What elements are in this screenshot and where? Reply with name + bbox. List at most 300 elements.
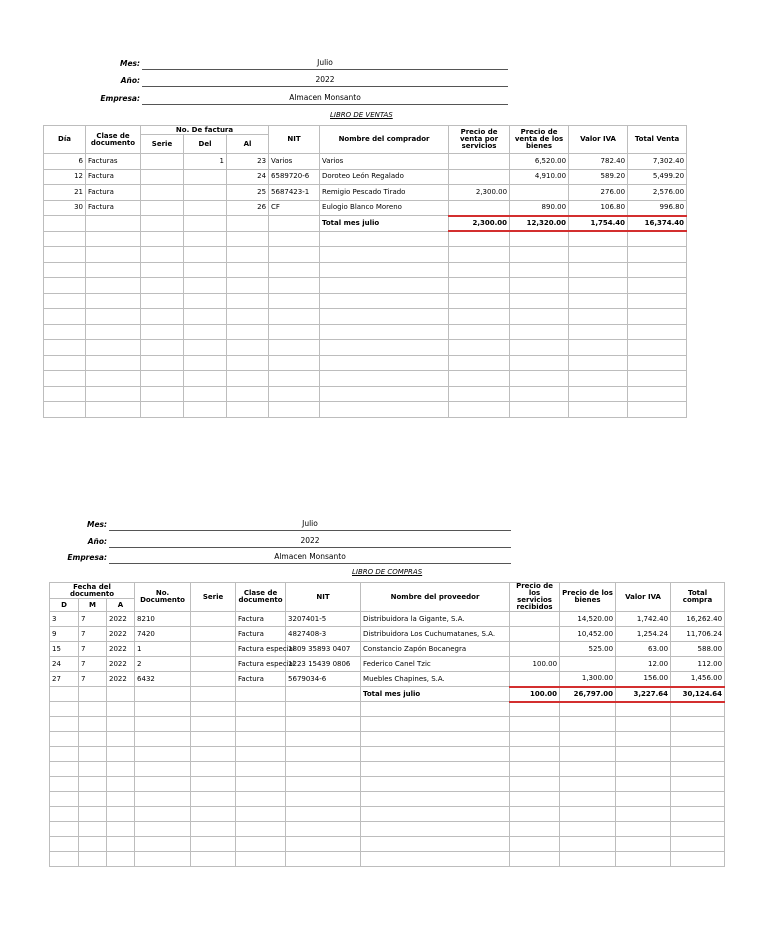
table-cell <box>191 777 236 792</box>
table-cell <box>269 216 320 232</box>
table-cell <box>135 717 191 732</box>
table-cell: 112.00 <box>671 657 725 672</box>
table-cell: 30,124.64 <box>671 687 725 702</box>
table-cell <box>269 293 320 309</box>
table-cell <box>510 386 569 402</box>
table-cell: Factura <box>86 200 141 216</box>
compras-title: LIBRO DE COMPRAS <box>352 568 423 576</box>
table-cell <box>236 837 286 852</box>
table-cell: 3207401-5 <box>286 612 361 627</box>
table-cell <box>86 293 141 309</box>
col-dia: Día <box>44 126 86 154</box>
table-cell: 276.00 <box>569 185 628 201</box>
table-cell <box>286 777 361 792</box>
table-cell <box>135 852 191 867</box>
table-cell <box>560 732 616 747</box>
table-cell <box>184 200 227 216</box>
table-cell <box>44 371 86 387</box>
table-cell <box>135 792 191 807</box>
table-cell <box>86 355 141 371</box>
table-cell <box>107 687 135 702</box>
table-cell <box>616 747 671 762</box>
table-cell: 3 <box>50 612 79 627</box>
table-cell <box>320 355 449 371</box>
table-cell <box>86 278 141 294</box>
table-cell <box>86 340 141 356</box>
table-cell <box>286 822 361 837</box>
table-cell <box>44 231 86 247</box>
table-cell <box>510 355 569 371</box>
col-serie: Serie <box>141 135 184 154</box>
table-cell <box>135 822 191 837</box>
empty-row <box>50 717 725 732</box>
table-cell <box>616 792 671 807</box>
table-cell: Facturas <box>86 154 141 170</box>
table-cell <box>569 355 628 371</box>
table-cell <box>628 340 687 356</box>
table-cell <box>191 822 236 837</box>
table-cell: 1 <box>184 154 227 170</box>
table-cell: 2 <box>135 657 191 672</box>
table-cell <box>50 822 79 837</box>
table-cell <box>286 732 361 747</box>
table-cell <box>510 732 560 747</box>
table-cell <box>107 822 135 837</box>
table-cell <box>184 324 227 340</box>
table-cell <box>510 642 560 657</box>
table-cell: Total mes julio <box>320 216 449 232</box>
table-cell <box>320 402 449 418</box>
table-cell: 7 <box>79 612 107 627</box>
table-cell <box>510 747 560 762</box>
col-clase: Clase de documento <box>86 126 141 154</box>
table-cell <box>510 627 560 642</box>
ventas-mes-label: Mes: <box>119 59 140 68</box>
table-cell <box>227 293 269 309</box>
table-cell: 10,452.00 <box>560 627 616 642</box>
table-cell: 1,742.40 <box>616 612 671 627</box>
table-cell <box>184 402 227 418</box>
table-cell <box>141 355 184 371</box>
table-cell <box>107 717 135 732</box>
table-cell: 25 <box>227 185 269 201</box>
col-bienes: Precio de venta de los bienes <box>510 126 569 154</box>
table-cell <box>616 762 671 777</box>
table-cell <box>569 386 628 402</box>
table-cell <box>449 200 510 216</box>
empty-row <box>50 822 725 837</box>
table-cell <box>227 231 269 247</box>
ventas-empresa-label: Empresa: <box>100 94 140 103</box>
table-cell <box>50 852 79 867</box>
table-cell <box>191 852 236 867</box>
table-cell <box>286 852 361 867</box>
col-total: Total compra <box>671 583 725 612</box>
table-row <box>44 169 687 185</box>
table-cell <box>616 702 671 717</box>
table-cell <box>141 262 184 278</box>
col-iva: Valor IVA <box>569 126 628 154</box>
table-cell <box>510 262 569 278</box>
table-cell <box>191 732 236 747</box>
table-cell: Doroteo León Regalado <box>320 169 449 185</box>
table-cell <box>616 837 671 852</box>
table-cell: 2,576.00 <box>628 185 687 201</box>
table-cell <box>449 355 510 371</box>
table-cell <box>269 309 320 325</box>
table-cell: Factura especial <box>236 657 286 672</box>
table-cell <box>50 777 79 792</box>
ventas-anio-value: 2022 <box>142 75 508 87</box>
table-cell <box>227 371 269 387</box>
table-cell <box>616 777 671 792</box>
table-cell <box>269 262 320 278</box>
table-cell <box>236 732 286 747</box>
table-cell <box>50 747 79 762</box>
empty-row <box>44 293 687 309</box>
col-no-factura: No. De factura <box>141 126 269 135</box>
table-cell: 2022 <box>107 627 135 642</box>
col-nit: NIT <box>286 583 361 612</box>
table-cell <box>141 371 184 387</box>
table-cell <box>86 324 141 340</box>
table-cell <box>184 355 227 371</box>
table-cell <box>141 386 184 402</box>
table-cell <box>141 309 184 325</box>
ventas-empresa-value: Almacen Monsanto <box>142 93 508 105</box>
table-cell <box>107 702 135 717</box>
table-cell <box>44 293 86 309</box>
table-cell: 16,374.40 <box>628 216 687 232</box>
table-cell: 7 <box>79 672 107 687</box>
table-cell <box>671 717 725 732</box>
table-cell <box>184 231 227 247</box>
table-cell <box>184 216 227 232</box>
table-cell <box>191 702 236 717</box>
table-cell <box>510 612 560 627</box>
table-cell <box>44 355 86 371</box>
table-cell <box>560 822 616 837</box>
compras-mes-label: Mes: <box>86 520 107 529</box>
table-cell <box>135 702 191 717</box>
table-cell: 589.20 <box>569 169 628 185</box>
table-cell <box>236 687 286 702</box>
table-cell <box>286 717 361 732</box>
table-cell <box>671 807 725 822</box>
table-cell <box>184 386 227 402</box>
table-cell <box>628 293 687 309</box>
table-cell: Factura <box>236 627 286 642</box>
table-cell: 12.00 <box>616 657 671 672</box>
table-cell <box>227 340 269 356</box>
table-cell <box>671 732 725 747</box>
table-cell <box>44 216 86 232</box>
table-cell <box>628 278 687 294</box>
table-cell <box>79 717 107 732</box>
empty-row <box>50 807 725 822</box>
table-cell <box>184 293 227 309</box>
empty-row <box>44 262 687 278</box>
col-m: M <box>79 599 107 612</box>
table-cell <box>236 777 286 792</box>
table-cell <box>135 807 191 822</box>
table-cell: 588.00 <box>671 642 725 657</box>
table-cell <box>141 340 184 356</box>
table-cell <box>320 231 449 247</box>
table-cell <box>510 762 560 777</box>
empty-row <box>44 402 687 418</box>
table-cell: Muebles Chapines, S.A. <box>361 672 510 687</box>
table-cell <box>449 278 510 294</box>
table-cell: 26 <box>227 200 269 216</box>
table-cell <box>269 278 320 294</box>
table-cell <box>510 324 569 340</box>
table-cell: 12,320.00 <box>510 216 569 232</box>
table-cell <box>107 732 135 747</box>
table-cell: 30 <box>44 200 86 216</box>
table-cell: 5,499.20 <box>628 169 687 185</box>
table-cell <box>191 642 236 657</box>
empty-row <box>44 309 687 325</box>
compras-empresa-value: Almacen Monsanto <box>109 552 511 564</box>
table-cell: 6,520.00 <box>510 154 569 170</box>
table-cell <box>79 732 107 747</box>
table-cell: 996.80 <box>628 200 687 216</box>
table-cell <box>320 247 449 263</box>
table-cell <box>449 309 510 325</box>
table-cell: 7 <box>79 642 107 657</box>
table-cell <box>86 309 141 325</box>
table-cell <box>569 262 628 278</box>
table-cell: CF <box>269 200 320 216</box>
table-cell <box>449 340 510 356</box>
table-cell <box>671 777 725 792</box>
table-cell <box>86 386 141 402</box>
table-cell <box>286 702 361 717</box>
table-cell: 1,254.24 <box>616 627 671 642</box>
table-cell <box>141 216 184 232</box>
table-cell <box>671 762 725 777</box>
table-cell <box>569 293 628 309</box>
table-cell <box>510 822 560 837</box>
table-cell <box>191 687 236 702</box>
table-cell <box>135 777 191 792</box>
table-cell: 100.00 <box>510 657 560 672</box>
table-cell <box>50 762 79 777</box>
table-cell: 106.80 <box>569 200 628 216</box>
table-cell <box>135 687 191 702</box>
table-cell <box>320 386 449 402</box>
table-cell <box>141 185 184 201</box>
table-row <box>50 627 725 642</box>
table-cell <box>44 247 86 263</box>
table-cell <box>510 792 560 807</box>
table-cell <box>569 309 628 325</box>
table-cell: Constancio Zapón Bocanegra <box>361 642 510 657</box>
ventas-anio-label: Año: <box>120 76 140 85</box>
table-row <box>50 612 725 627</box>
table-cell <box>107 807 135 822</box>
table-cell <box>227 309 269 325</box>
table-cell <box>79 822 107 837</box>
table-cell: 8210 <box>135 612 191 627</box>
table-cell <box>184 340 227 356</box>
table-cell <box>141 293 184 309</box>
table-cell: 26,797.00 <box>560 687 616 702</box>
table-cell <box>628 324 687 340</box>
table-cell: Factura <box>236 612 286 627</box>
table-cell: Factura especial <box>236 642 286 657</box>
table-cell <box>320 309 449 325</box>
table-cell <box>236 852 286 867</box>
table-cell <box>671 852 725 867</box>
table-cell: Total mes julio <box>361 687 510 702</box>
table-cell <box>141 169 184 185</box>
table-cell <box>628 231 687 247</box>
table-cell <box>286 792 361 807</box>
table-cell <box>628 262 687 278</box>
table-cell <box>616 717 671 732</box>
table-cell <box>227 324 269 340</box>
empty-row <box>44 278 687 294</box>
table-cell <box>50 717 79 732</box>
table-cell <box>449 386 510 402</box>
table-cell <box>569 340 628 356</box>
col-fecha: Fecha del documento <box>50 583 135 599</box>
table-cell: 156.00 <box>616 672 671 687</box>
table-cell: 14,520.00 <box>560 612 616 627</box>
table-cell <box>569 324 628 340</box>
table-cell <box>191 627 236 642</box>
table-cell <box>616 822 671 837</box>
col-serie: Serie <box>191 583 236 612</box>
table-cell <box>361 777 510 792</box>
table-cell <box>191 762 236 777</box>
table-cell: Distribuidora la Gigante, S.A. <box>361 612 510 627</box>
table-cell <box>141 402 184 418</box>
table-cell <box>560 807 616 822</box>
compras-anio-value: 2022 <box>109 536 511 548</box>
table-cell <box>560 777 616 792</box>
col-d: D <box>50 599 79 612</box>
ventas-table <box>43 125 687 418</box>
table-cell <box>227 402 269 418</box>
table-cell <box>449 262 510 278</box>
table-cell: Distribuidora Los Cuchumatanes, S.A. <box>361 627 510 642</box>
table-cell <box>50 792 79 807</box>
empty-row <box>44 355 687 371</box>
col-nombre: Nombre del proveedor <box>361 583 510 612</box>
table-cell <box>569 371 628 387</box>
table-cell: Factura <box>86 185 141 201</box>
table-cell <box>569 231 628 247</box>
col-del: Del <box>184 135 227 154</box>
table-cell <box>510 837 560 852</box>
table-cell <box>320 371 449 387</box>
table-cell <box>184 185 227 201</box>
empty-row <box>50 762 725 777</box>
table-cell <box>135 747 191 762</box>
table-cell: 63.00 <box>616 642 671 657</box>
table-cell: Factura <box>86 169 141 185</box>
table-cell: 4827408-3 <box>286 627 361 642</box>
col-nombre: Nombre del comprador <box>320 126 449 154</box>
table-cell <box>50 732 79 747</box>
table-cell: 890.00 <box>510 200 569 216</box>
table-cell <box>560 717 616 732</box>
table-cell: 7 <box>79 627 107 642</box>
table-cell <box>236 792 286 807</box>
table-cell <box>44 262 86 278</box>
col-nit: NIT <box>269 126 320 154</box>
table-cell <box>227 262 269 278</box>
empty-row <box>50 792 725 807</box>
table-cell <box>227 355 269 371</box>
table-cell <box>671 792 725 807</box>
table-cell <box>236 702 286 717</box>
table-cell <box>560 837 616 852</box>
table-cell: 6 <box>44 154 86 170</box>
table-cell <box>510 293 569 309</box>
empty-row <box>44 340 687 356</box>
table-cell <box>79 792 107 807</box>
table-cell <box>510 247 569 263</box>
table-cell <box>269 371 320 387</box>
table-cell <box>141 231 184 247</box>
table-cell <box>449 371 510 387</box>
table-cell <box>191 807 236 822</box>
table-cell <box>569 278 628 294</box>
table-cell <box>510 231 569 247</box>
table-cell: 2022 <box>107 672 135 687</box>
table-cell: 7420 <box>135 627 191 642</box>
empty-row <box>50 747 725 762</box>
table-cell <box>320 262 449 278</box>
table-cell <box>79 777 107 792</box>
table-cell <box>510 717 560 732</box>
table-cell <box>286 687 361 702</box>
table-cell: 1 <box>135 642 191 657</box>
table-cell: 5679034-6 <box>286 672 361 687</box>
total-row <box>44 216 687 232</box>
table-cell <box>184 262 227 278</box>
table-row <box>50 672 725 687</box>
empty-row <box>44 371 687 387</box>
table-cell: 1223 15439 0806 <box>286 657 361 672</box>
empty-row <box>50 852 725 867</box>
table-cell: 2,300.00 <box>449 185 510 201</box>
table-cell <box>560 792 616 807</box>
table-cell <box>44 340 86 356</box>
table-cell <box>560 702 616 717</box>
table-cell <box>141 247 184 263</box>
table-cell <box>449 293 510 309</box>
table-cell <box>361 762 510 777</box>
table-cell <box>107 762 135 777</box>
compras-empresa-label: Empresa: <box>67 553 107 562</box>
table-cell: 1,754.40 <box>569 216 628 232</box>
table-cell <box>628 309 687 325</box>
table-cell <box>191 717 236 732</box>
table-cell <box>560 657 616 672</box>
table-cell <box>141 324 184 340</box>
table-cell: 6589720-6 <box>269 169 320 185</box>
table-cell <box>184 278 227 294</box>
empty-row <box>44 386 687 402</box>
table-cell <box>628 371 687 387</box>
table-cell <box>86 247 141 263</box>
table-cell <box>50 702 79 717</box>
